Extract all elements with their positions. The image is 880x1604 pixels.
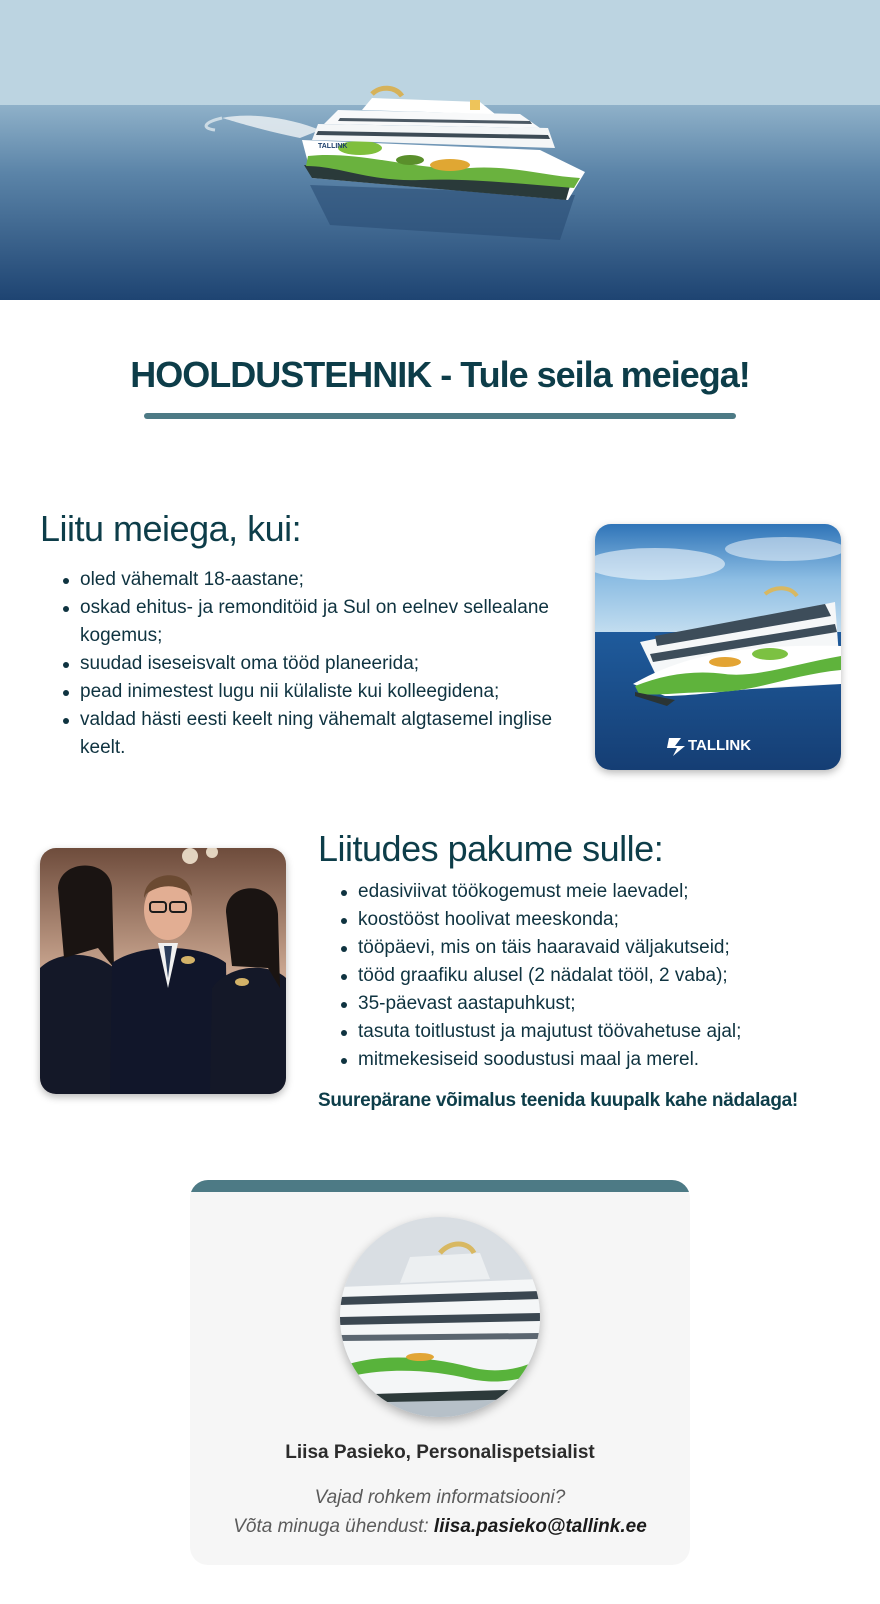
salary-tagline: Suurepärane võimalus teenida kuupalk kahe nädalaga! <box>318 1090 798 1111</box>
crew-illustration <box>40 848 286 1094</box>
contact-name: Liisa Pasieko, Personalispetsialist <box>285 1442 595 1463</box>
section-heading-benefits: Liitudes pakume sulle: <box>318 828 664 869</box>
avatar <box>340 1217 540 1417</box>
list-item: oled vähemalt 18-aastane; <box>40 566 570 594</box>
ferry-hero-illustration <box>0 0 880 300</box>
tallink-logo-text: TALLINK <box>688 737 752 754</box>
contact-line <box>190 1516 690 1538</box>
list-item: koostööst hoolivat meeskonda; <box>318 906 838 934</box>
hero-image <box>0 0 880 300</box>
list-item: tasuta toitlustust ja majutust töövahetuse ajal; <box>318 1018 838 1046</box>
contact-card <box>190 1180 690 1565</box>
list-item: oskad ehitus- ja remonditöid ja Sul on eelnev sellealane kogemus; <box>40 594 570 650</box>
list-item: edasiviivat töökogemust meie laevadel; <box>318 878 838 906</box>
list-item: mitmekesiseid soodustusi maal ja merel. <box>318 1046 838 1074</box>
list-item: suudad iseseisvalt oma tööd planeerida; <box>40 650 570 678</box>
page-title: HOOLDUSTEHNIK - Tule seila meiega! <box>130 354 750 395</box>
benefits-list <box>318 878 838 1074</box>
title-underline <box>144 413 736 419</box>
crew-photo <box>40 848 286 1094</box>
list-item: valdad hästi eesti keelt ning vähemalt algtasemel inglise keelt. <box>40 706 570 762</box>
list-item: 35-päevast aastapuhkust; <box>318 990 838 1018</box>
list-item: tööpäevi, mis on täis haaravaid väljakutseid; <box>318 934 838 962</box>
ferry-avatar-illustration <box>340 1217 540 1417</box>
requirements-list <box>40 566 570 762</box>
list-item: pead inimestest lugu nii külaliste kui kolleegidena; <box>40 678 570 706</box>
contact-question: Vajad rohkem informatsiooni? <box>314 1487 566 1508</box>
svg-text:TALLINK: TALLINK <box>318 143 348 150</box>
contact-email-link[interactable]: liisa.pasieko@tallink.ee <box>433 1516 647 1537</box>
contact-prompt: Võta minuga ühendust: <box>233 1516 434 1537</box>
list-item: tööd graafiku alusel (2 nädalat tööl, 2 vaba); <box>318 962 838 990</box>
section-heading-requirements: Liitu meiega, kui: <box>40 508 302 549</box>
ferry-illustration <box>595 524 841 770</box>
card-accent-bar <box>190 1180 690 1192</box>
ferry-photo <box>595 524 841 770</box>
